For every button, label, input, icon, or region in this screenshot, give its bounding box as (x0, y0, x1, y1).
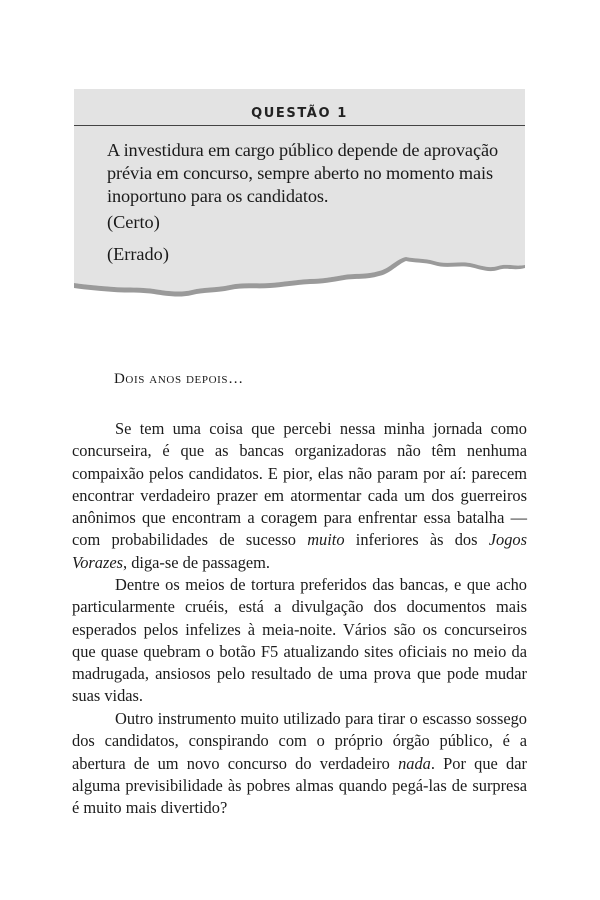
italic-text-run: nada (398, 753, 431, 773)
body-paragraph-2 (72, 574, 527, 708)
text-run: Dentre os meios de tortura preferidos das bancas, e que acho particularmente cruéis, está a divulgação dos documentos mais esperados pelos infelizes à meia-noite. Vários são os concurseiros que quase quebram o botão F5 atualizando sites oficiais no meio da madrugada, ansiosos pelo resultado de uma prova que pode mudar suas vidas. (72, 575, 527, 706)
question-statement: A investidura em cargo público depende de aprovação prévia em concurso, sempre aberto no momento mais inoportuno para os candidatos. (107, 140, 499, 206)
text-run: , diga-se de passagem. (123, 552, 271, 572)
question-title-rule (74, 125, 525, 126)
option-certo: (Certo) (107, 212, 160, 232)
option-errado: (Errado) (107, 244, 169, 264)
body-paragraph-3 (72, 708, 527, 819)
text-run: Se tem uma coisa que percebi nessa minha jornada como concurseira, é que as bancas organizadoras não têm nenhuma compaixão pelos candidatos. E pior, elas não param por aí: parecem encontrar verdadeiro prazer em atormentar cada um dos guerreiros anônimos que encontram a coragem para enfrentar essa batalha — com probabilidades de sucesso (72, 419, 527, 550)
section-heading: Dois anos depois… (114, 371, 244, 387)
text-run: Outro instrumento muito utilizado para tirar o escasso sossego dos candidatos, conspirando com o próprio órgão público, é a abertura de um novo concurso do verdadeiro (72, 709, 527, 773)
question-title: QUESTÃO 1 (251, 106, 348, 121)
text-run: . Por que dar alguma previsibilidade às pobres almas quando pegá-las de surpresa é muito mais divertido? (72, 753, 527, 818)
question-box (74, 89, 525, 301)
italic-text-run: Jogos Vorazes (72, 530, 527, 572)
italic-text-run: muito (307, 530, 345, 550)
text-run: inferiores às dos (344, 530, 489, 550)
body-paragraph-1 (72, 418, 527, 574)
